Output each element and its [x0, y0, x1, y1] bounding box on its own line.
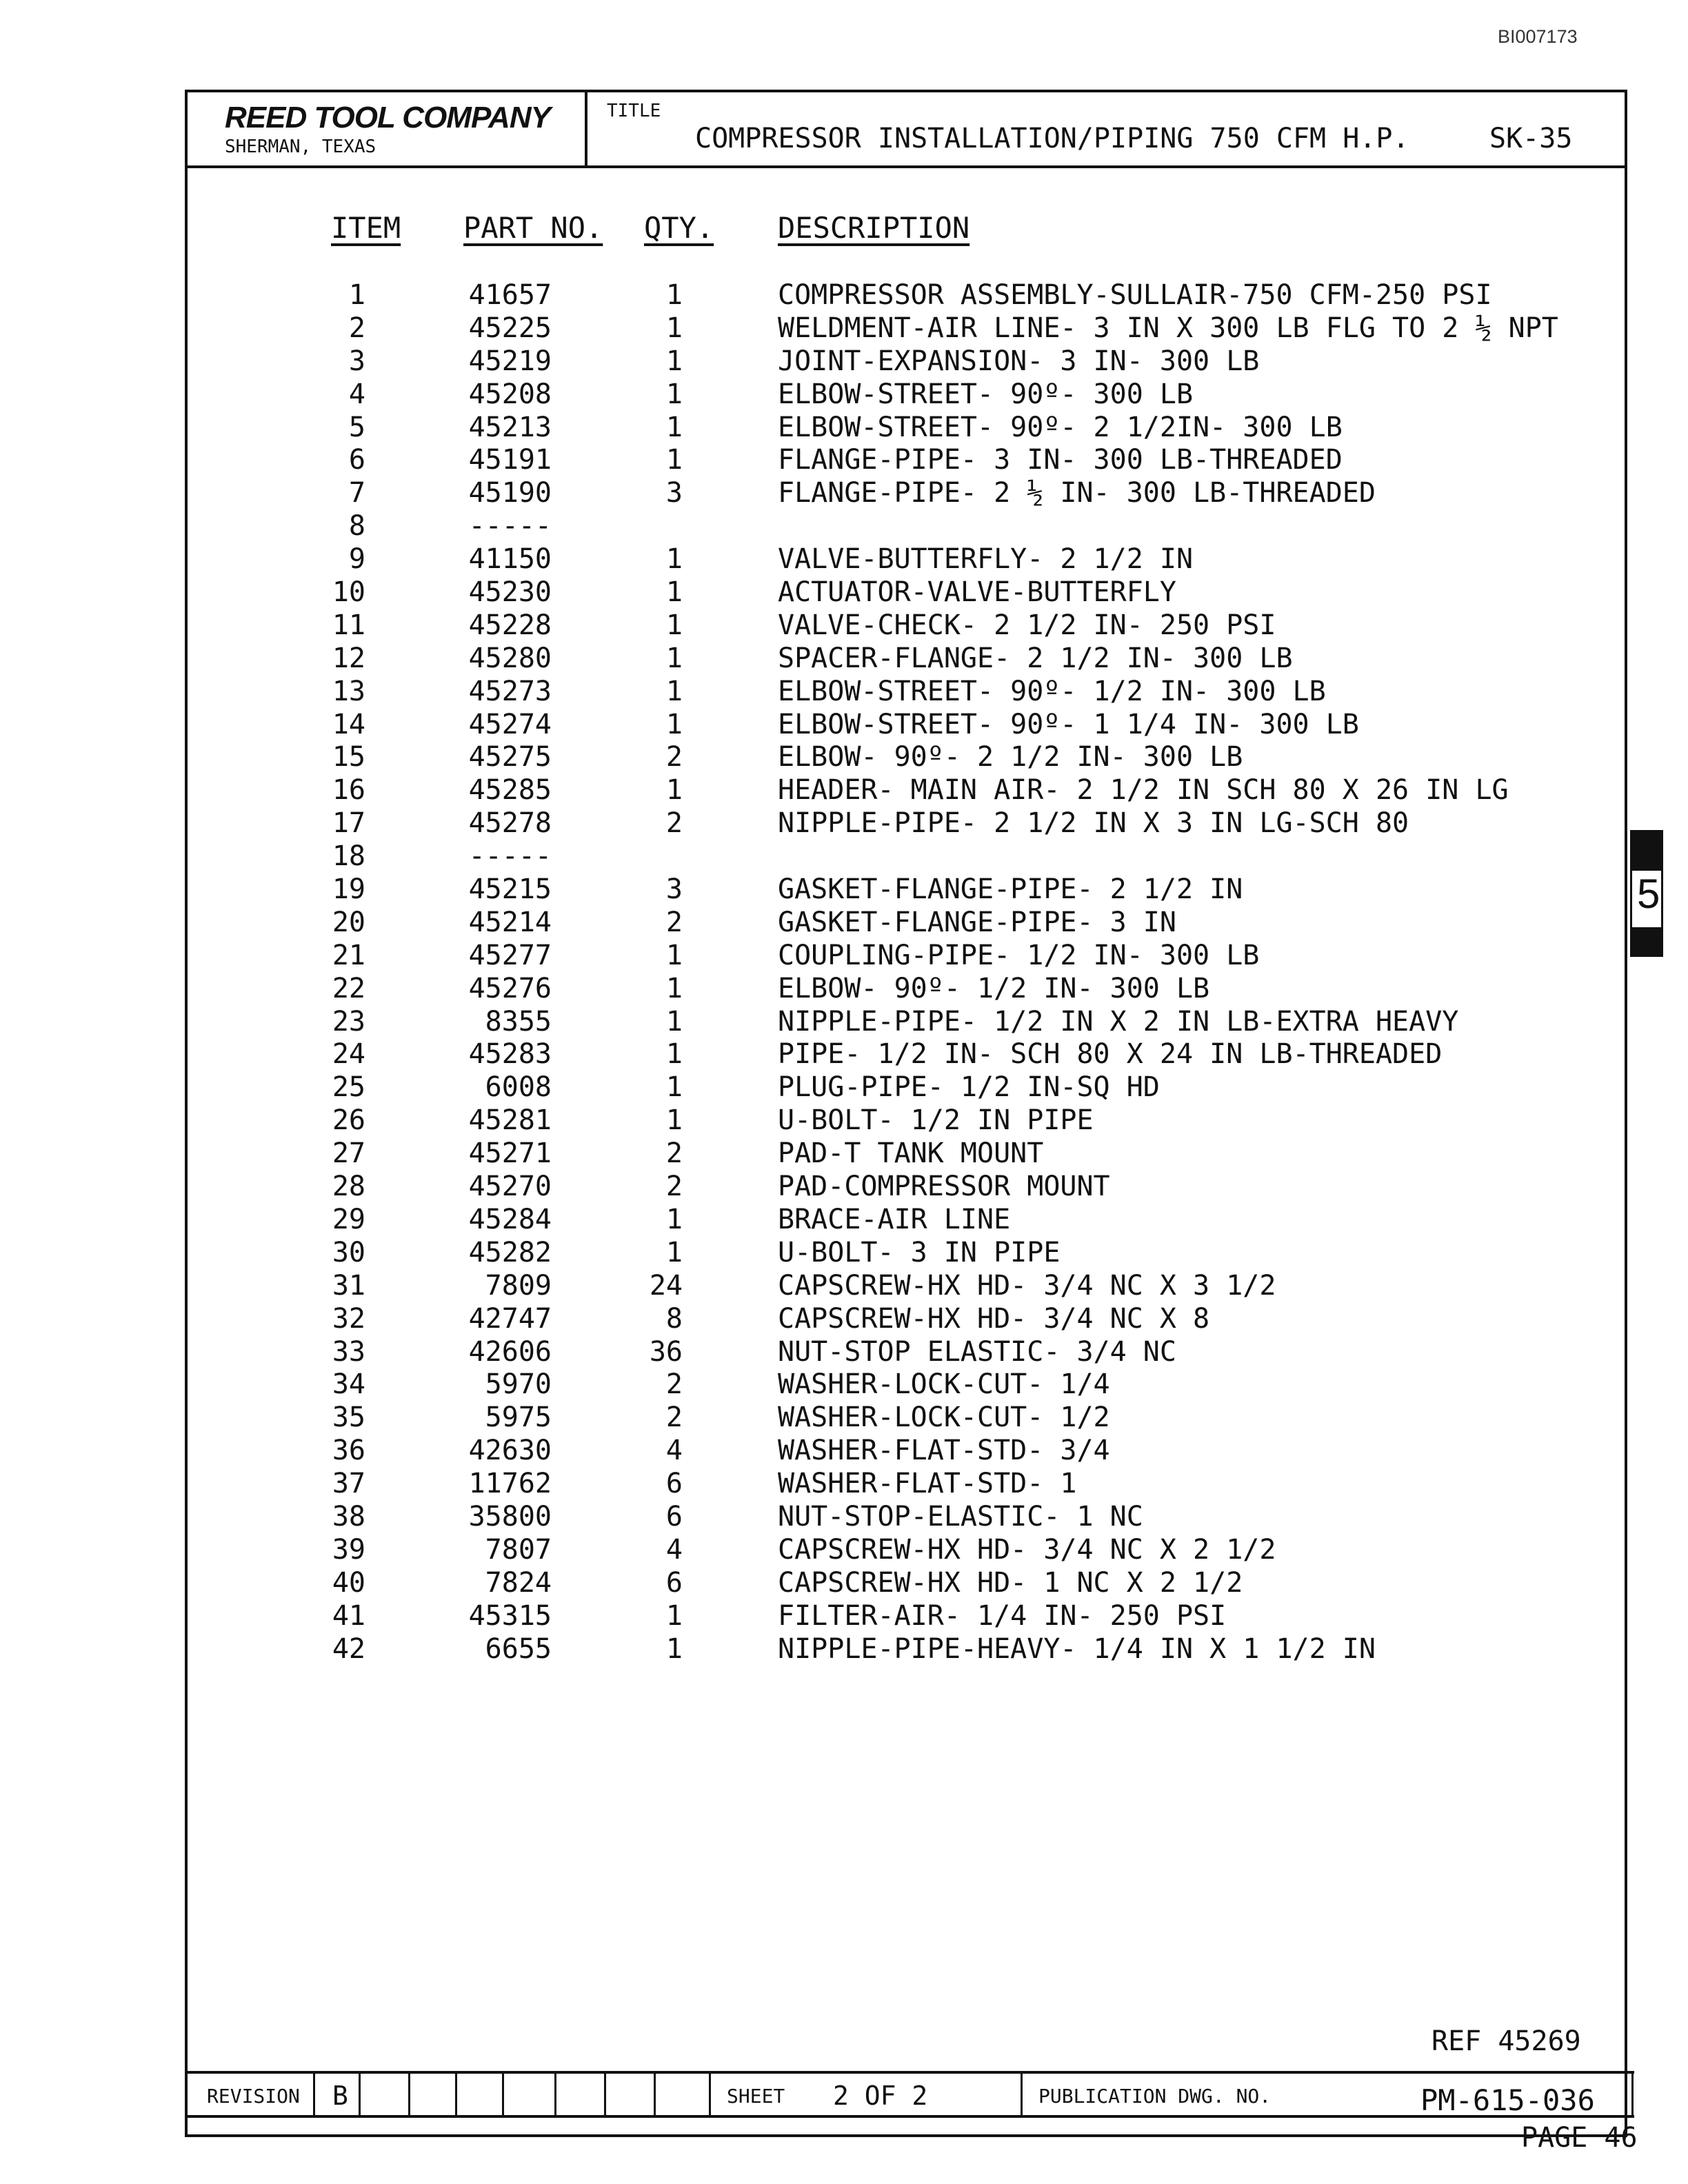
part-number: 45278 [468, 807, 552, 840]
part-number: 45277 [468, 939, 552, 971]
table-row [0, 642, 1688, 675]
header-divider [185, 165, 1627, 168]
quantity: 2 [665, 1138, 683, 1170]
item-number: 34 [332, 1368, 365, 1401]
quantity: 1 [665, 345, 683, 377]
description: CAPSCREW-HX HD- 3/4 NC X 2 1/2 [778, 1533, 1276, 1566]
table-row [0, 1500, 1688, 1533]
part-number: 45281 [468, 1104, 552, 1137]
section-tab-top [1630, 830, 1663, 869]
title-block-divider [1631, 2071, 1634, 2118]
quantity: 1 [665, 642, 683, 674]
table-row [0, 1467, 1688, 1500]
part-number: 45214 [468, 906, 552, 938]
table-row [0, 1137, 1688, 1170]
table-row [0, 740, 1688, 774]
description: NUT-STOP-ELASTIC- 1 NC [778, 1500, 1143, 1533]
quantity: 1 [665, 1203, 683, 1235]
header-vertical-divider [585, 90, 587, 167]
part-number: 45270 [468, 1171, 552, 1203]
table-row [0, 345, 1688, 378]
description: NUT-STOP ELASTIC- 3/4 NC [778, 1335, 1176, 1368]
table-row [0, 1203, 1688, 1236]
table-row [0, 906, 1688, 939]
description: CAPSCREW-HX HD- 3/4 NC X 8 [778, 1302, 1210, 1335]
description: PAD-COMPRESSOR MOUNT [778, 1171, 1110, 1203]
table-row [0, 543, 1688, 576]
document-id: BI007173 [1498, 26, 1578, 47]
part-number: 45282 [468, 1236, 552, 1268]
column-header-part-no: PART NO. [463, 211, 603, 245]
part-number: 7809 [485, 1269, 552, 1302]
description: U-BOLT- 3 IN PIPE [778, 1236, 1061, 1268]
part-number: 6655 [485, 1632, 552, 1665]
quantity: 2 [665, 1171, 683, 1203]
quantity: 1 [665, 444, 683, 476]
description: PLUG-PIPE- 1/2 IN-SQ HD [778, 1071, 1160, 1104]
part-number: ----- [468, 840, 552, 873]
part-number: 42747 [468, 1302, 552, 1335]
table-row [0, 1005, 1688, 1038]
table-row [0, 1236, 1688, 1269]
quantity: 1 [665, 609, 683, 641]
table-row [0, 1368, 1688, 1401]
part-number: 45215 [468, 873, 552, 906]
item-number: 23 [332, 1005, 365, 1038]
quantity: 1 [665, 1632, 683, 1665]
description: WASHER-LOCK-CUT- 1/4 [778, 1368, 1110, 1401]
item-number: 20 [332, 906, 365, 938]
quantity: 1 [665, 378, 683, 410]
description: ELBOW- 90º- 1/2 IN- 300 LB [778, 972, 1210, 1004]
part-number: 42606 [468, 1335, 552, 1368]
quantity: 1 [665, 1599, 683, 1632]
table-row [0, 1335, 1688, 1368]
item-number: 25 [332, 1071, 365, 1104]
description: ACTUATOR-VALVE-BUTTERFLY [778, 576, 1176, 609]
description: ELBOW-STREET- 90º- 1/2 IN- 300 LB [778, 675, 1326, 707]
title-block-divider [359, 2071, 361, 2118]
table-row [0, 873, 1688, 906]
item-number: 26 [332, 1104, 365, 1137]
item-number: 35 [332, 1402, 365, 1434]
quantity: 2 [665, 906, 683, 938]
description: FILTER-AIR- 1/4 IN- 250 PSI [778, 1599, 1227, 1632]
table-row [0, 972, 1688, 1005]
table-row [0, 1038, 1688, 1071]
part-number: 45225 [468, 312, 552, 344]
part-number: 45271 [468, 1138, 552, 1170]
table-row [0, 1170, 1688, 1203]
item-number: 39 [332, 1533, 365, 1566]
description: PIPE- 1/2 IN- SCH 80 X 24 IN LB-THREADED [778, 1038, 1443, 1071]
quantity: 3 [665, 873, 683, 906]
sheet-label: SHEET [727, 2085, 785, 2107]
part-number: 5970 [485, 1368, 552, 1401]
part-number: 7824 [485, 1566, 552, 1599]
quantity: 1 [665, 1005, 683, 1038]
quantity: 1 [665, 972, 683, 1004]
table-row [0, 411, 1688, 444]
table-row [0, 443, 1688, 476]
table-row [0, 576, 1688, 609]
description: U-BOLT- 1/2 IN PIPE [778, 1104, 1094, 1137]
table-row [0, 609, 1688, 642]
table-row [0, 1566, 1688, 1599]
item-number: 41 [332, 1599, 365, 1632]
part-number: 45283 [468, 1038, 552, 1071]
part-number: 35800 [468, 1500, 552, 1533]
quantity: 2 [665, 1368, 683, 1401]
item-number: 32 [332, 1302, 365, 1335]
quantity: 6 [665, 1566, 683, 1599]
table-row [0, 378, 1688, 411]
quantity: 1 [665, 279, 683, 311]
quantity: 1 [665, 312, 683, 344]
column-header-qty: QTY. [644, 211, 714, 245]
item-number: 40 [332, 1566, 365, 1599]
description: ELBOW-STREET- 90º- 1 1/4 IN- 300 LB [778, 708, 1359, 740]
item-number: 21 [332, 939, 365, 971]
part-number: 41150 [468, 543, 552, 576]
item-number: 10 [332, 576, 365, 609]
company-name: REED TOOL COMPANY [225, 101, 550, 134]
publication-label: PUBLICATION DWG. NO. [1038, 2085, 1272, 2107]
item-number: 9 [348, 543, 365, 576]
title-label: TITLE [607, 101, 661, 121]
description: WASHER-FLAT-STD- 3/4 [778, 1435, 1110, 1467]
description: CAPSCREW-HX HD- 1 NC X 2 1/2 [778, 1566, 1243, 1599]
quantity: 6 [665, 1468, 683, 1500]
quantity: 1 [665, 708, 683, 740]
part-number: 42630 [468, 1435, 552, 1467]
description: WELDMENT-AIR LINE- 3 IN X 300 LB FLG TO 2 ½ NPT [778, 312, 1558, 344]
table-row [0, 939, 1688, 972]
description: ELBOW- 90º- 2 1/2 IN- 300 LB [778, 741, 1243, 774]
part-number: 45273 [468, 675, 552, 707]
quantity: 1 [665, 1038, 683, 1071]
part-number: 45230 [468, 576, 552, 609]
title-block-divider [709, 2071, 711, 2118]
part-number: 11762 [468, 1468, 552, 1500]
quantity: 2 [665, 1402, 683, 1434]
description: ELBOW-STREET- 90º- 300 LB [778, 378, 1194, 410]
table-row [0, 708, 1688, 741]
part-number: 45284 [468, 1203, 552, 1235]
item-number: 27 [332, 1138, 365, 1170]
item-number: 19 [332, 873, 365, 906]
quantity: 1 [665, 774, 683, 807]
item-number: 12 [332, 642, 365, 674]
quantity: 3 [665, 477, 683, 509]
title-block-top-line [185, 2071, 1634, 2074]
revision-value: B [332, 2081, 348, 2111]
title-block-divider [502, 2071, 504, 2118]
description: VALVE-BUTTERFLY- 2 1/2 IN [778, 543, 1194, 576]
quantity: 1 [665, 543, 683, 576]
item-number: 3 [348, 345, 365, 377]
part-number: 7807 [485, 1533, 552, 1566]
title-block-divider [554, 2071, 556, 2118]
quantity: 4 [665, 1533, 683, 1566]
section-tab-bottom [1630, 929, 1663, 957]
quantity: 1 [665, 939, 683, 971]
part-number: 45228 [468, 609, 552, 641]
part-number: 45285 [468, 774, 552, 807]
description: BRACE-AIR LINE [778, 1203, 1011, 1235]
quantity: 1 [665, 1104, 683, 1137]
quantity: 24 [649, 1269, 683, 1302]
description: FLANGE-PIPE- 2 ½ IN- 300 LB-THREADED [778, 477, 1376, 509]
description: VALVE-CHECK- 2 1/2 IN- 250 PSI [778, 609, 1276, 641]
description: PAD-T TANK MOUNT [778, 1138, 1044, 1170]
sheet-code: SK-35 [1489, 123, 1573, 154]
quantity: 6 [665, 1500, 683, 1533]
title-block-divider [654, 2071, 656, 2118]
part-number: 45191 [468, 444, 552, 476]
item-number: 7 [348, 477, 365, 509]
part-number: 45276 [468, 972, 552, 1004]
item-number: 8 [348, 510, 365, 543]
description: CAPSCREW-HX HD- 3/4 NC X 3 1/2 [778, 1269, 1276, 1302]
item-number: 1 [348, 279, 365, 311]
quantity: 1 [665, 1236, 683, 1268]
item-number: 2 [348, 312, 365, 344]
section-tab-number: 5 [1637, 871, 1660, 917]
item-number: 16 [332, 774, 365, 807]
sheet-value: 2 OF 2 [833, 2081, 928, 2111]
quantity: 2 [665, 807, 683, 840]
item-number: 6 [348, 444, 365, 476]
part-number: 45219 [468, 345, 552, 377]
table-row [0, 1632, 1688, 1666]
item-number: 17 [332, 807, 365, 840]
title-block-divider [455, 2071, 457, 2118]
item-number: 37 [332, 1468, 365, 1500]
quantity: 1 [665, 411, 683, 443]
table-row [0, 807, 1688, 840]
description: COMPRESSOR ASSEMBLY-SULLAIR-750 CFM-250 PSI [778, 279, 1492, 311]
item-number: 13 [332, 675, 365, 707]
description: GASKET-FLANGE-PIPE- 2 1/2 IN [778, 873, 1243, 906]
page-title: COMPRESSOR INSTALLATION/PIPING 750 CFM H.P. [695, 123, 1409, 154]
part-number: 45208 [468, 378, 552, 410]
part-number: 45190 [468, 477, 552, 509]
quantity: 8 [665, 1302, 683, 1335]
part-number: ----- [468, 510, 552, 543]
table-row [0, 1599, 1688, 1632]
part-number: 45315 [468, 1599, 552, 1632]
title-block-divider [1021, 2071, 1023, 2118]
part-number: 8355 [485, 1005, 552, 1038]
company-location: SHERMAN, TEXAS [225, 136, 376, 157]
description: NIPPLE-PIPE- 2 1/2 IN X 3 IN LG-SCH 80 [778, 807, 1409, 840]
part-number: 45280 [468, 642, 552, 674]
reference-number: REF 45269 [1431, 2025, 1581, 2057]
item-number: 14 [332, 708, 365, 740]
table-row [0, 509, 1688, 543]
description: NIPPLE-PIPE- 1/2 IN X 2 IN LB-EXTRA HEAVY [778, 1005, 1459, 1038]
table-row [0, 1434, 1688, 1467]
item-number: 5 [348, 411, 365, 443]
quantity: 1 [665, 1071, 683, 1104]
item-number: 36 [332, 1435, 365, 1467]
description: HEADER- MAIN AIR- 2 1/2 IN SCH 80 X 26 IN LG [778, 774, 1509, 807]
table-row [0, 1401, 1688, 1434]
table-row [0, 279, 1688, 312]
part-number: 45274 [468, 708, 552, 740]
title-block-divider [604, 2071, 606, 2118]
title-block-divider [313, 2071, 315, 2118]
table-row [0, 312, 1688, 345]
title-block-divider [408, 2071, 410, 2118]
publication-number: PM-615-036 [1420, 2083, 1595, 2117]
description: WASHER-LOCK-CUT- 1/2 [778, 1402, 1110, 1434]
item-number: 22 [332, 972, 365, 1004]
item-number: 15 [332, 741, 365, 774]
page-number: PAGE 46 [1521, 2122, 1638, 2154]
description: FLANGE-PIPE- 3 IN- 300 LB-THREADED [778, 444, 1343, 476]
table-row [0, 1104, 1688, 1137]
column-header-item: ITEM [331, 211, 401, 245]
item-number: 30 [332, 1236, 365, 1268]
item-number: 33 [332, 1335, 365, 1368]
item-number: 4 [348, 378, 365, 410]
quantity: 36 [649, 1335, 683, 1368]
item-number: 29 [332, 1203, 365, 1235]
table-row [0, 476, 1688, 509]
part-number: 6008 [485, 1071, 552, 1104]
parts-list [0, 279, 1688, 1665]
description: COUPLING-PIPE- 1/2 IN- 300 LB [778, 939, 1260, 971]
table-row [0, 1269, 1688, 1302]
description: GASKET-FLANGE-PIPE- 3 IN [778, 906, 1176, 938]
description: NIPPLE-PIPE-HEAVY- 1/4 IN X 1 1/2 IN [778, 1632, 1376, 1665]
table-row [0, 1533, 1688, 1566]
quantity: 2 [665, 741, 683, 774]
table-row [0, 840, 1688, 873]
table-row [0, 774, 1688, 807]
item-number: 11 [332, 609, 365, 641]
part-number: 5975 [485, 1402, 552, 1434]
description: JOINT-EXPANSION- 3 IN- 300 LB [778, 345, 1260, 377]
part-number: 45275 [468, 741, 552, 774]
revision-label: REVISION [207, 2085, 300, 2107]
table-row [0, 675, 1688, 708]
item-number: 42 [332, 1632, 365, 1665]
table-row [0, 1302, 1688, 1335]
description: ELBOW-STREET- 90º- 2 1/2IN- 300 LB [778, 411, 1343, 443]
description: WASHER-FLAT-STD- 1 [778, 1468, 1077, 1500]
quantity: 1 [665, 675, 683, 707]
quantity: 4 [665, 1435, 683, 1467]
item-number: 24 [332, 1038, 365, 1071]
quantity: 1 [665, 576, 683, 609]
title-block-divider [185, 2071, 187, 2118]
table-row [0, 1071, 1688, 1104]
item-number: 31 [332, 1269, 365, 1302]
item-number: 28 [332, 1171, 365, 1203]
column-header-description: DESCRIPTION [778, 211, 970, 245]
item-number: 18 [332, 840, 365, 873]
item-number: 38 [332, 1500, 365, 1533]
description: SPACER-FLANGE- 2 1/2 IN- 300 LB [778, 642, 1293, 674]
part-number: 45213 [468, 411, 552, 443]
part-number: 41657 [468, 279, 552, 311]
title-block-bottom-line [185, 2115, 1634, 2118]
